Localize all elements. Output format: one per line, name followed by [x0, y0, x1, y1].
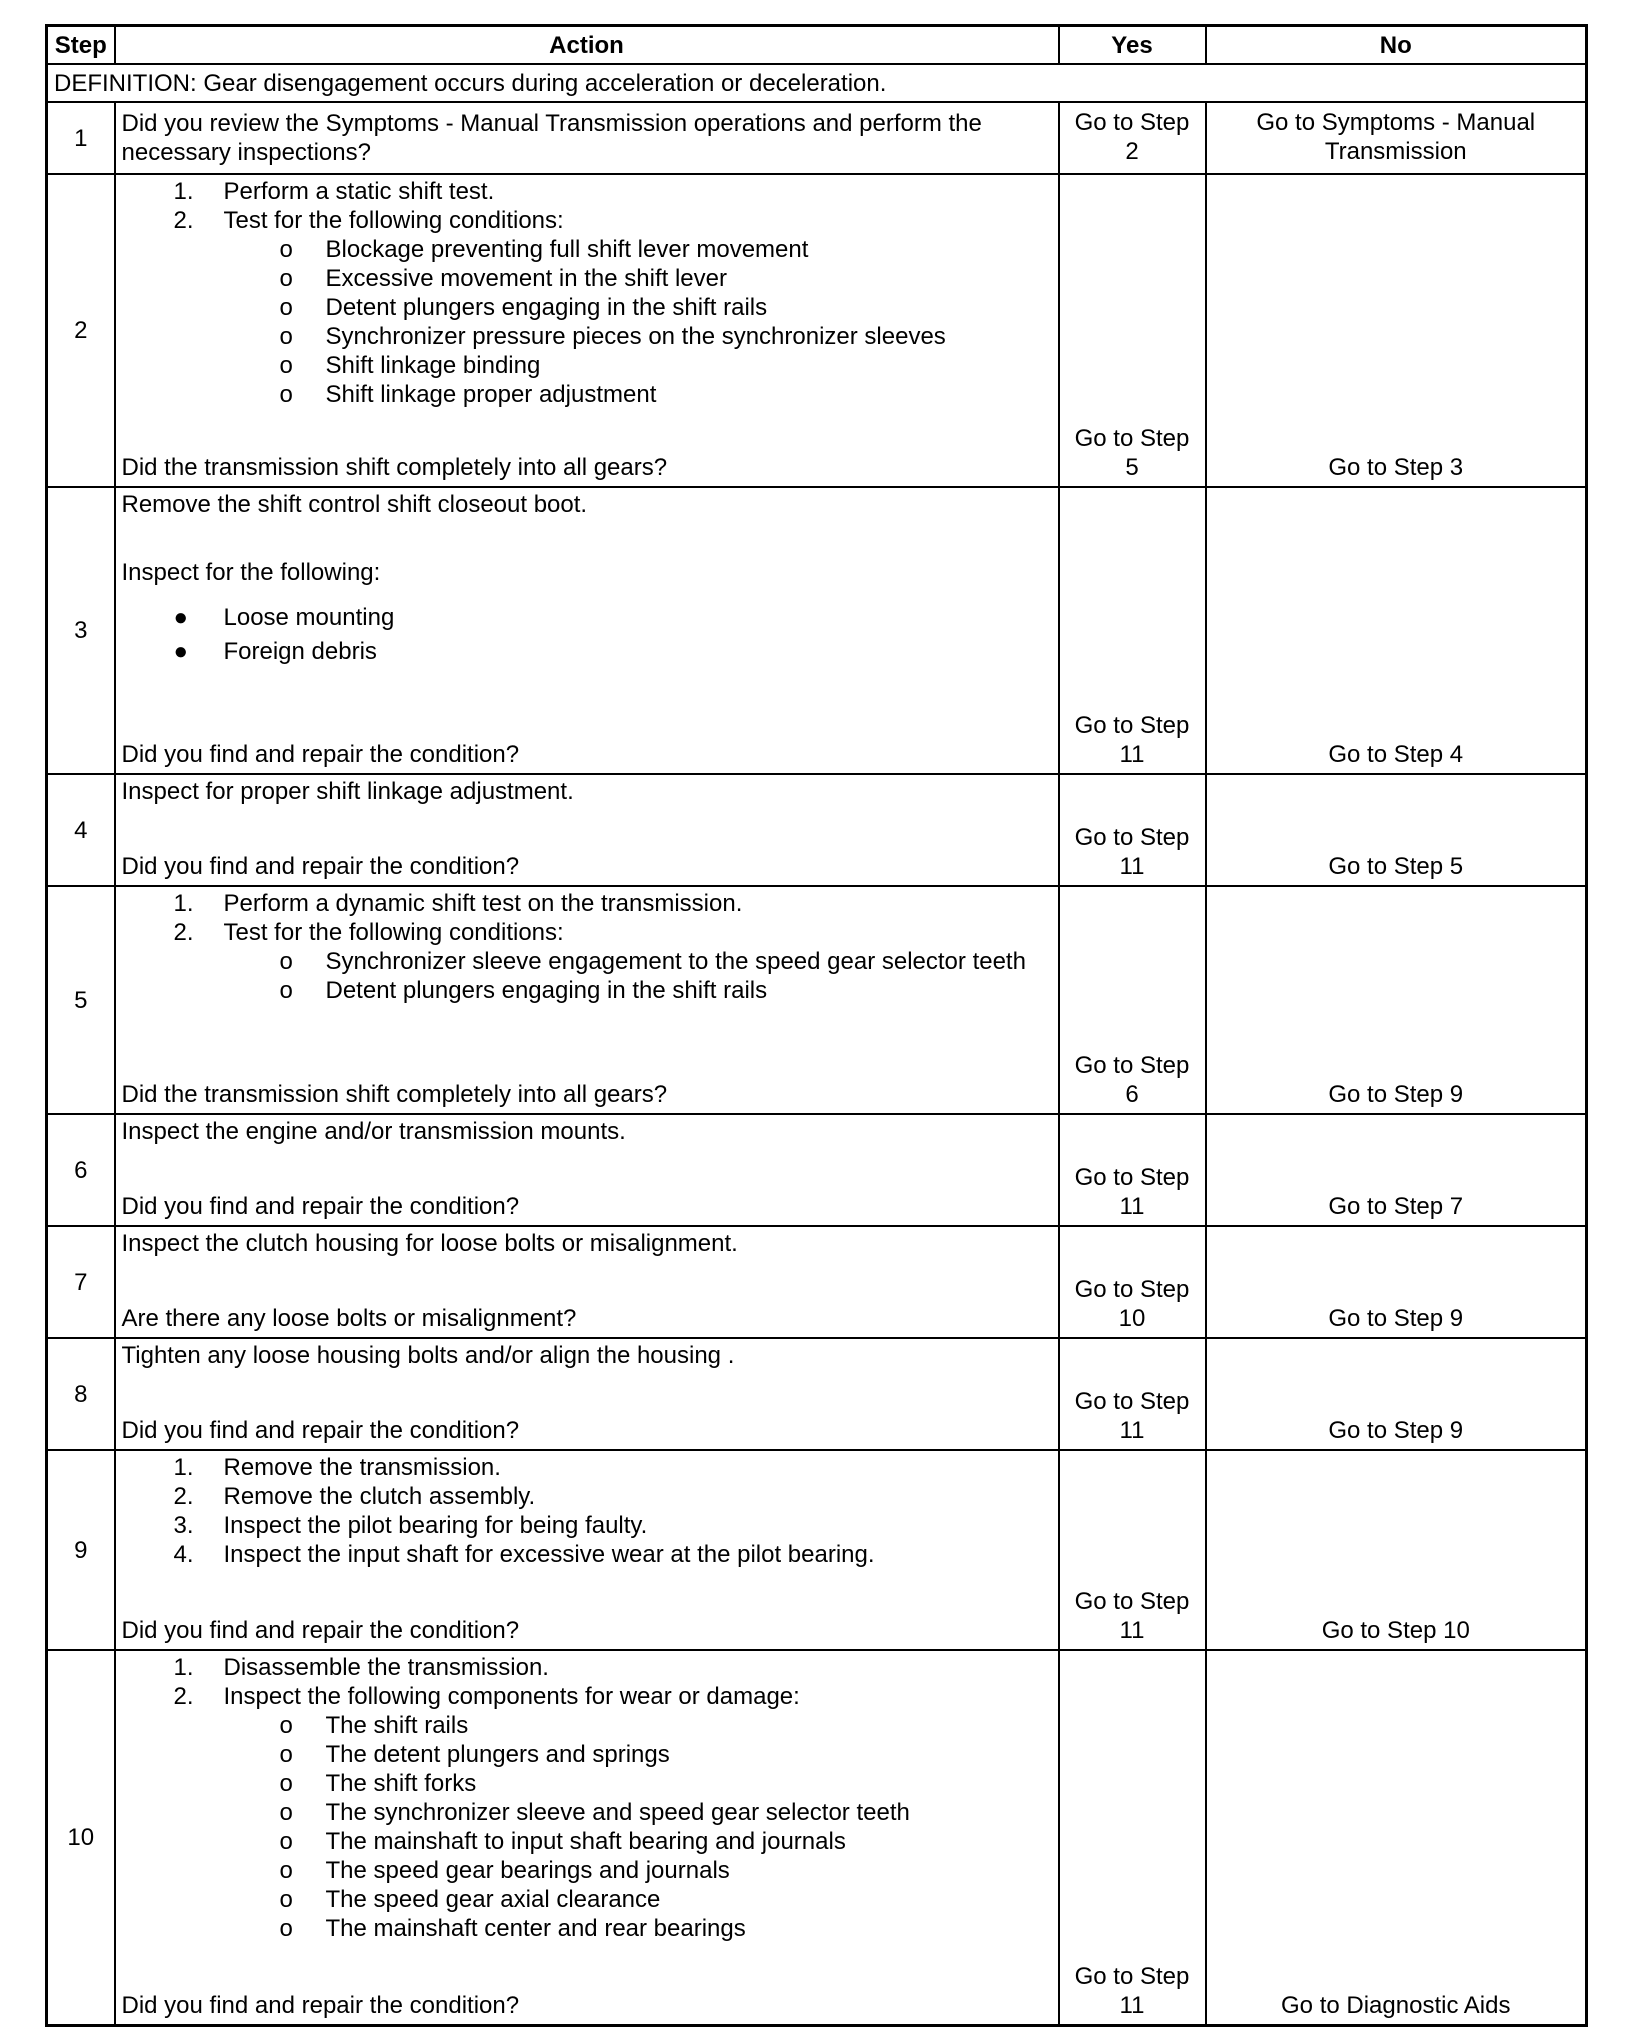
list-item: [122, 177, 1052, 206]
yes-cell: [1059, 487, 1206, 774]
yes-cell: [1059, 1450, 1206, 1650]
numbered-list: [122, 1453, 1052, 1569]
sub-list-item-text: Shift linkage proper adjustment: [325, 381, 657, 408]
list-item: [122, 206, 1052, 235]
no-cell: Go to Step 7: [1206, 1114, 1587, 1226]
action-question: Did you find and repair the condition?: [121, 1991, 520, 2019]
header-row: [47, 26, 1587, 65]
header-step: Step: [47, 26, 115, 65]
circle-bullet-icon: o: [279, 977, 293, 1004]
action-cell: [115, 1650, 1059, 2025]
list-item: [122, 1453, 1052, 1482]
list-number: 1.: [173, 178, 194, 205]
bullet-icon: ●: [173, 604, 188, 631]
sub-list-item: [122, 1885, 1052, 1914]
circle-bullet-icon: o: [279, 265, 293, 292]
action-intro: Inspect the clutch housing for loose bolts or misalignment.: [121, 1230, 738, 1257]
step-number: 7: [47, 1226, 115, 1338]
step-number: 5: [47, 886, 115, 1114]
yes-label: Go to Step: [1074, 1276, 1190, 1303]
yes-cell: [1059, 1226, 1206, 1338]
numbered-list: [122, 889, 1052, 947]
step-row: [47, 1114, 1587, 1226]
sub-list-item-text: The speed gear bearings and journals: [325, 1857, 730, 1884]
yes-step-number: 11: [1119, 1617, 1145, 1644]
definition-row: [47, 64, 1587, 102]
action-cell: [115, 487, 1059, 774]
sub-list-item: [122, 1914, 1052, 1943]
action-cell: [115, 174, 1059, 487]
step-row: [47, 1650, 1587, 2025]
sub-list-item: [122, 976, 1052, 1005]
action-cell: [115, 886, 1059, 1114]
sub-list-item-text: Synchronizer sleeve engagement to the speed gear selector teeth: [325, 948, 1026, 975]
circle-bullet-icon: o: [279, 381, 293, 408]
yes-label: Go to Step: [1074, 1588, 1190, 1615]
definition-text: DEFINITION: Gear disengagement occurs during acceleration or deceleration.: [47, 64, 1587, 102]
action-intro-secondary: Inspect for the following:: [121, 559, 381, 586]
step-number: 6: [47, 1114, 115, 1226]
list-number: 2.: [173, 207, 194, 234]
bullet-list: [122, 601, 1052, 669]
sub-list-item-text: The shift rails: [325, 1712, 469, 1739]
step-number: 8: [47, 1338, 115, 1450]
list-item-text: Remove the transmission.: [223, 1454, 501, 1481]
sub-list-item-text: Blockage preventing full shift lever movement: [325, 236, 809, 263]
circle-bullet-icon: o: [279, 236, 293, 263]
circle-bullet-icon: o: [279, 1741, 293, 1768]
yes-label: Go to Step: [1074, 1052, 1190, 1079]
sub-list-item-text: The shift forks: [325, 1770, 477, 1797]
yes-label: Go to Step: [1074, 109, 1190, 136]
action-question: Did you find and repair the condition?: [121, 1417, 520, 1444]
list-number: 1.: [173, 890, 194, 917]
step-row: [47, 1338, 1587, 1450]
list-number: 3.: [173, 1512, 194, 1539]
yes-step-number: 11: [1119, 1991, 1145, 2019]
step-number: 1: [47, 102, 115, 174]
sub-list-item: [122, 293, 1052, 322]
list-item-text: Inspect the pilot bearing for being faulty.: [223, 1512, 648, 1539]
sub-list-item-text: Shift linkage binding: [325, 352, 541, 379]
sub-list-item: [122, 235, 1052, 264]
action-intro: Inspect the engine and/or transmission mounts.: [121, 1118, 626, 1145]
sub-list-item: [122, 1769, 1052, 1798]
sub-list-item: [122, 380, 1052, 409]
list-item-text: Test for the following conditions:: [223, 919, 564, 946]
list-item: [122, 918, 1052, 947]
no-cell: Go to Step 9: [1206, 886, 1587, 1114]
list-item: [122, 889, 1052, 918]
action-intro: Tighten any loose housing bolts and/or align the housing .: [121, 1342, 735, 1369]
no-cell: Go to Step 9: [1206, 1226, 1587, 1338]
list-item-text: Loose mounting: [223, 604, 395, 631]
sub-list-item: [122, 1856, 1052, 1885]
yes-cell: [1059, 774, 1206, 886]
yes-label: Go to Step: [1074, 1962, 1190, 1990]
step-number: 9: [47, 1450, 115, 1650]
action-cell: [115, 102, 1059, 174]
sub-list-item-text: Synchronizer pressure pieces on the synchronizer sleeves: [325, 323, 946, 350]
yes-cell: [1059, 886, 1206, 1114]
sub-list: [122, 235, 1052, 409]
sub-list-item: [122, 947, 1052, 976]
yes-cell: [1059, 1650, 1206, 2025]
action-question: Did you find and repair the condition?: [121, 853, 520, 880]
step-row: [47, 774, 1587, 886]
step-number: 10: [47, 1650, 115, 2025]
step-row: [47, 1450, 1587, 1650]
list-item: [122, 1511, 1052, 1540]
list-item: [122, 635, 1052, 669]
sub-list-item: [122, 322, 1052, 351]
circle-bullet-icon: o: [279, 948, 293, 975]
circle-bullet-icon: o: [279, 1770, 293, 1797]
sub-list: [122, 947, 1052, 1005]
list-number: 2.: [173, 919, 194, 946]
yes-step-number: 6: [1125, 1081, 1139, 1108]
action-cell: [115, 1450, 1059, 1650]
list-item: [122, 1682, 1052, 1711]
sub-list-item-text: The synchronizer sleeve and speed gear selector teeth: [325, 1799, 910, 1826]
list-item-text: Test for the following conditions:: [223, 207, 564, 234]
step-number: 2: [47, 174, 115, 487]
action-question: Are there any loose bolts or misalignment?: [121, 1305, 577, 1332]
sub-list-item: [122, 264, 1052, 293]
action-question: Did the transmission shift completely into all gears?: [121, 454, 668, 481]
action-text: Did you review the Symptoms - Manual Transmission operations and perform the necessary inspections?: [121, 110, 982, 166]
list-item-text: Inspect the input shaft for excessive wear at the pilot bearing.: [223, 1541, 875, 1568]
sub-list: [122, 1711, 1052, 1943]
no-cell: Go to Step 4: [1206, 487, 1587, 774]
sub-list-item-text: Excessive movement in the shift lever: [325, 265, 727, 292]
yes-label: Go to Step: [1074, 824, 1190, 851]
step-number: 3: [47, 487, 115, 774]
step-number: 4: [47, 774, 115, 886]
circle-bullet-icon: o: [279, 1712, 293, 1739]
sub-list-item-text: The mainshaft to input shaft bearing and journals: [325, 1828, 846, 1855]
yes-step-number: 11: [1119, 1417, 1145, 1444]
action-question: Did the transmission shift completely into all gears?: [121, 1081, 668, 1108]
list-number: 2.: [173, 1483, 194, 1510]
list-item: [122, 1540, 1052, 1569]
yes-cell: [1059, 102, 1206, 174]
yes-label: Go to Step: [1074, 425, 1190, 452]
yes-step-number: 10: [1118, 1305, 1146, 1332]
sub-list-item-text: Detent plungers engaging in the shift rails: [325, 977, 768, 1004]
action-cell: [115, 1338, 1059, 1450]
circle-bullet-icon: o: [279, 1799, 293, 1826]
circle-bullet-icon: o: [279, 323, 293, 350]
sub-list-item-text: The speed gear axial clearance: [325, 1886, 661, 1913]
circle-bullet-icon: o: [279, 1828, 293, 1855]
no-cell: Go to Step 9: [1206, 1338, 1587, 1450]
yes-cell: [1059, 174, 1206, 487]
action-intro: Inspect for proper shift linkage adjustment.: [121, 778, 574, 805]
list-item: [122, 1482, 1052, 1511]
list-item-text: Foreign debris: [223, 638, 377, 665]
sub-list-item-text: Detent plungers engaging in the shift rails: [325, 294, 768, 321]
sub-list-item: [122, 1827, 1052, 1856]
sub-list-item-text: The mainshaft center and rear bearings: [325, 1915, 746, 1942]
list-item-text: Inspect the following components for wear or damage:: [223, 1683, 800, 1710]
list-item-text: Remove the clutch assembly.: [223, 1483, 536, 1510]
no-cell: Go to Step 3: [1206, 174, 1587, 487]
step-row: [47, 174, 1587, 487]
action-cell: [115, 774, 1059, 886]
circle-bullet-icon: o: [279, 1857, 293, 1884]
sub-list-item: [122, 1711, 1052, 1740]
list-number: 4.: [173, 1541, 194, 1568]
diagnostic-table: [45, 24, 1588, 2027]
list-number: 1.: [173, 1454, 194, 1481]
bullet-icon: ●: [173, 638, 188, 665]
circle-bullet-icon: o: [279, 352, 293, 379]
step-row: [47, 102, 1587, 174]
yes-cell: [1059, 1338, 1206, 1450]
no-cell: Go to Diagnostic Aids: [1206, 1650, 1587, 2025]
circle-bullet-icon: o: [279, 294, 293, 321]
sub-list-item-text: The detent plungers and springs: [325, 1741, 670, 1768]
step-row: [47, 1226, 1587, 1338]
step-row: [47, 487, 1587, 774]
circle-bullet-icon: o: [279, 1886, 293, 1913]
yes-label: Go to Step: [1074, 1388, 1190, 1415]
yes-label: Go to Step: [1074, 1164, 1190, 1191]
numbered-list: [122, 1653, 1052, 1711]
action-question: Did you find and repair the condition?: [121, 741, 520, 768]
yes-cell: [1059, 1114, 1206, 1226]
yes-label: Go to Step: [1074, 712, 1190, 739]
circle-bullet-icon: o: [279, 1915, 293, 1942]
list-number: 1.: [173, 1654, 194, 1681]
yes-step-number: 11: [1119, 1193, 1145, 1220]
list-item-text: Perform a static shift test.: [223, 178, 495, 205]
action-question: Did you find and repair the condition?: [121, 1193, 520, 1220]
yes-step-number: 2: [1125, 138, 1139, 165]
header-no: No: [1206, 26, 1587, 65]
action-cell: [115, 1226, 1059, 1338]
list-item: [122, 601, 1052, 635]
list-number: 2.: [173, 1683, 194, 1710]
action-question: Did you find and repair the condition?: [121, 1617, 520, 1644]
numbered-list: [122, 177, 1052, 235]
sub-list-item: [122, 351, 1052, 380]
list-item-text: Disassemble the transmission.: [223, 1654, 549, 1681]
step-row: [47, 886, 1587, 1114]
action-intro: Remove the shift control shift closeout boot.: [121, 491, 588, 518]
header-action: Action: [115, 26, 1059, 65]
yes-step-number: 11: [1119, 853, 1145, 880]
sub-list-item: [122, 1798, 1052, 1827]
yes-step-number: 5: [1125, 454, 1139, 481]
header-yes: Yes: [1059, 26, 1206, 65]
no-cell: Go to Step 5: [1206, 774, 1587, 886]
sub-list-item: [122, 1740, 1052, 1769]
no-cell: Go to Step 10: [1206, 1450, 1587, 1650]
no-cell: Go to Symptoms - Manual Transmission: [1206, 102, 1587, 174]
yes-step-number: 11: [1119, 741, 1145, 768]
action-cell: [115, 1114, 1059, 1226]
list-item-text: Perform a dynamic shift test on the transmission.: [223, 890, 743, 917]
list-item: [122, 1653, 1052, 1682]
